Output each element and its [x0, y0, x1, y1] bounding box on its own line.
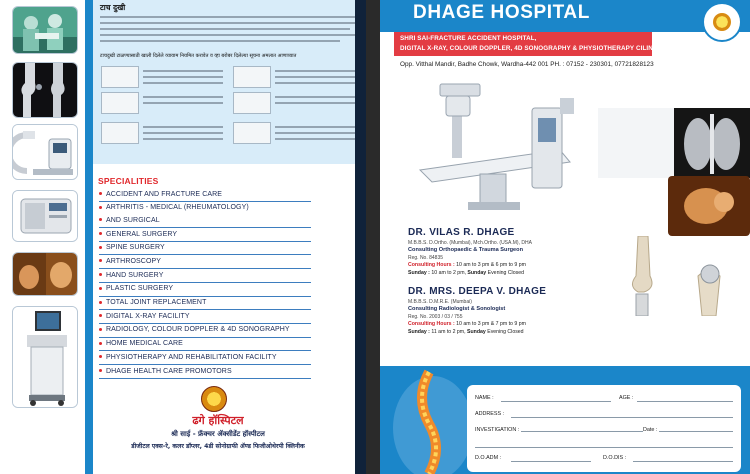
doctor-1-sunday-extra: Evening Closed [487, 270, 524, 276]
device-drawing [13, 191, 78, 242]
speciality-item: SPINE SURGERY [99, 242, 311, 256]
speciality-item: PLASTIC SURGERY [99, 283, 311, 297]
doctor-2-sunday-label: Sunday : [408, 329, 430, 335]
joint-implant-image [598, 236, 750, 316]
sonography-4d-drawing [13, 253, 78, 296]
text-line [275, 70, 357, 72]
speciality-item: ACCIDENT AND FRACTURE CARE [99, 188, 311, 202]
form-doadm-field[interactable] [511, 461, 591, 462]
doctor-1-qualification: M.B.B.S. D.Ortho. (Mumbai), Mch.Ortho. (USA.M), DHA [408, 240, 532, 246]
right-brochure-panel [380, 0, 750, 474]
text-line [100, 16, 358, 18]
form-investigation-label: INVESTIGATION : [475, 427, 520, 433]
form-age-field[interactable] [637, 401, 733, 402]
speciality-item: PHYSIOTHERAPY AND REHABILITATION FACILITY [99, 351, 311, 365]
form-dodis-label: D.O.DIS : [603, 455, 627, 461]
text-line [100, 22, 358, 24]
photo-strip [0, 0, 85, 474]
knee-xray-drawing [13, 63, 78, 118]
hospital-name: DHAGE HOSPITAL [413, 2, 590, 23]
chest-xray-image [598, 108, 750, 178]
doctor-1-sunday-label: Sunday : [408, 270, 430, 276]
text-line [143, 82, 223, 84]
form-date-label: Date : [643, 427, 658, 433]
text-line [143, 138, 223, 140]
speciality-item: RADIOLOGY, COLOUR DOPPLER & 4D SONOGRAPHY [99, 324, 311, 338]
heel-pain-heading: टाच दुखी [100, 3, 126, 12]
exercise-illustration [101, 66, 139, 88]
hospital-emblem-icon [201, 386, 227, 412]
left-blue-band [85, 0, 93, 474]
form-name-field[interactable] [501, 401, 611, 402]
patient-form [467, 385, 741, 472]
text-line [275, 76, 357, 78]
doctor-2-sunday [408, 329, 524, 335]
doctor-2-sunday-extra-label: Sunday [467, 329, 486, 335]
doctor-1-hours [408, 262, 526, 268]
exercise-illustration [233, 92, 271, 114]
doctor-2-sunday-value: 11 am to 2 pm, [431, 329, 466, 335]
exercise-illustration [233, 66, 271, 88]
exercise-illustration [101, 122, 139, 144]
speciality-item: GENERAL SURGERY [99, 228, 311, 242]
doctor-1-sunday-extra-label: Sunday [467, 270, 487, 276]
specialities-title: SPECIALITIES [98, 176, 159, 186]
form-name-label: NAME : [475, 395, 494, 401]
form-age-label: AGE : [619, 395, 634, 401]
doctor-1-name: DR. VILAS R. DHAGE [408, 227, 515, 238]
doctor-1-role: Consulting Orthopaedic & Trauma Surgeon [408, 247, 523, 253]
devanagari-line-2: डीजीटल एक्स-रे, कलर डॉप्लर, 4डी सोनोग्राफी ॲण्ड फिजीओथेरपी क्लिनीक [131, 443, 305, 450]
doctor-2-name: DR. MRS. DEEPA V. DHAGE [408, 286, 547, 297]
specialities-list [99, 188, 311, 379]
doctor-2-role: Consulting Radiologist & Sonologist [408, 306, 506, 312]
devanagari-line-1: श्री साई - फ्रॅक्चर ॲक्सीडेंट हॉस्पीटल [171, 430, 265, 438]
fetus-sonography-image [668, 176, 750, 236]
speciality-item: ARTHROSCOPY [99, 255, 311, 269]
fold-strip [355, 0, 366, 474]
text-line [100, 34, 358, 36]
hospital-logo-icon [702, 2, 742, 42]
exercise-illustration [101, 92, 139, 114]
speciality-item: DHAGE HEALTH CARE PROMOTORS [99, 365, 311, 379]
subtitle-line-1: SHRI SAI-FRACTURE ACCIDENT HOSPITAL, [400, 35, 537, 42]
spine-illustration [385, 368, 480, 474]
surgery-photo-drawing [13, 7, 78, 54]
doctor-1-hours-label: Consulting Hours : [408, 262, 455, 268]
speciality-item: HOME MEDICAL CARE [99, 338, 311, 352]
speciality-item: TOTAL JOINT REPLACEMENT [99, 297, 311, 311]
c-arm-drawing [13, 125, 78, 180]
form-dodis-field[interactable] [633, 461, 733, 462]
doctor-1-hours-value: 10 am to 3 pm & 6 pm to 9 pm [456, 262, 526, 268]
speciality-item: DIGITAL X-RAY FACILITY [99, 310, 311, 324]
text-line [100, 40, 340, 42]
doctor-2-qualification: M.B.B.S. D.M.R.E. (Mumbai) [408, 299, 472, 305]
form-address-field[interactable] [511, 417, 733, 418]
doctor-2-hours-value: 10 am to 3 pm & 7 pm to 9 pm [456, 321, 526, 327]
doctor-1-sunday-value: 10 am to 2 pm, [431, 270, 466, 276]
doctor-2-sunday-extra: Evening Closed [487, 329, 524, 335]
c-arm-machine-photo [12, 124, 78, 180]
text-line [275, 138, 357, 140]
doctor-1-sunday [408, 270, 524, 276]
knee-xray-photo [12, 62, 78, 118]
text-line [275, 102, 357, 104]
logo-emblem [713, 13, 731, 31]
hospital-address: Opp. Vitthal Mandir, Badhe Chowk, Wardha-442 001 PH. : 07152 - 230301, 07721828123 [400, 61, 654, 68]
exercise-heading: टाचदुखी टाळण्यासाठी खाली दिलेले व्यायाम नियमित करावेत व व्हा बरोबर दिलेल्या सूचना अमलात आणाव्यात [100, 53, 297, 59]
text-line [143, 76, 223, 78]
text-line [100, 28, 350, 30]
devanagari-hospital-title: ढगे हॉस्पिटल [192, 414, 244, 427]
text-line [143, 70, 223, 72]
text-line [143, 102, 223, 104]
doctor-2-reg: Reg. No. 2003 / 03 / 755 [408, 314, 463, 320]
xray-machine-illustration [410, 78, 590, 218]
heel-pain-section [93, 0, 366, 164]
device-photo [12, 190, 78, 242]
doctor-2-hours-label: Consulting Hours : [408, 321, 455, 327]
text-line [143, 132, 223, 134]
form-doadm-label: D.O.ADM : [475, 455, 502, 461]
subtitle-line-2: DIGITAL X-RAY, COLOUR DOPPLER, 4D SONOGRAPHY & PHYSIOTHERAPY CILINIC [400, 45, 660, 52]
text-line [275, 126, 357, 128]
form-line [475, 447, 733, 448]
form-address-label: ADDRESS : [475, 411, 505, 417]
speciality-item: AND SURGICAL [99, 214, 311, 228]
text-line [275, 96, 357, 98]
text-line [143, 126, 223, 128]
speciality-item: ARTHRITIS - MEDICAL (RHEUMATOLOGY) [99, 202, 311, 215]
ultrasound-machine-drawing [13, 307, 78, 408]
doctor-1-reg: Reg. No. 84835 [408, 255, 444, 261]
surgery-photo [12, 6, 78, 54]
text-line [275, 132, 357, 134]
fetus-drawing [668, 176, 750, 236]
text-line [275, 82, 357, 84]
doctor-2-hours [408, 321, 526, 327]
left-brochure-panel [0, 0, 366, 474]
exercise-illustration [233, 122, 271, 144]
speciality-item: HAND SURGERY [99, 269, 311, 283]
text-line [143, 96, 223, 98]
sonography-4d-photo [12, 252, 78, 296]
ultrasound-machine-photo [12, 306, 78, 408]
